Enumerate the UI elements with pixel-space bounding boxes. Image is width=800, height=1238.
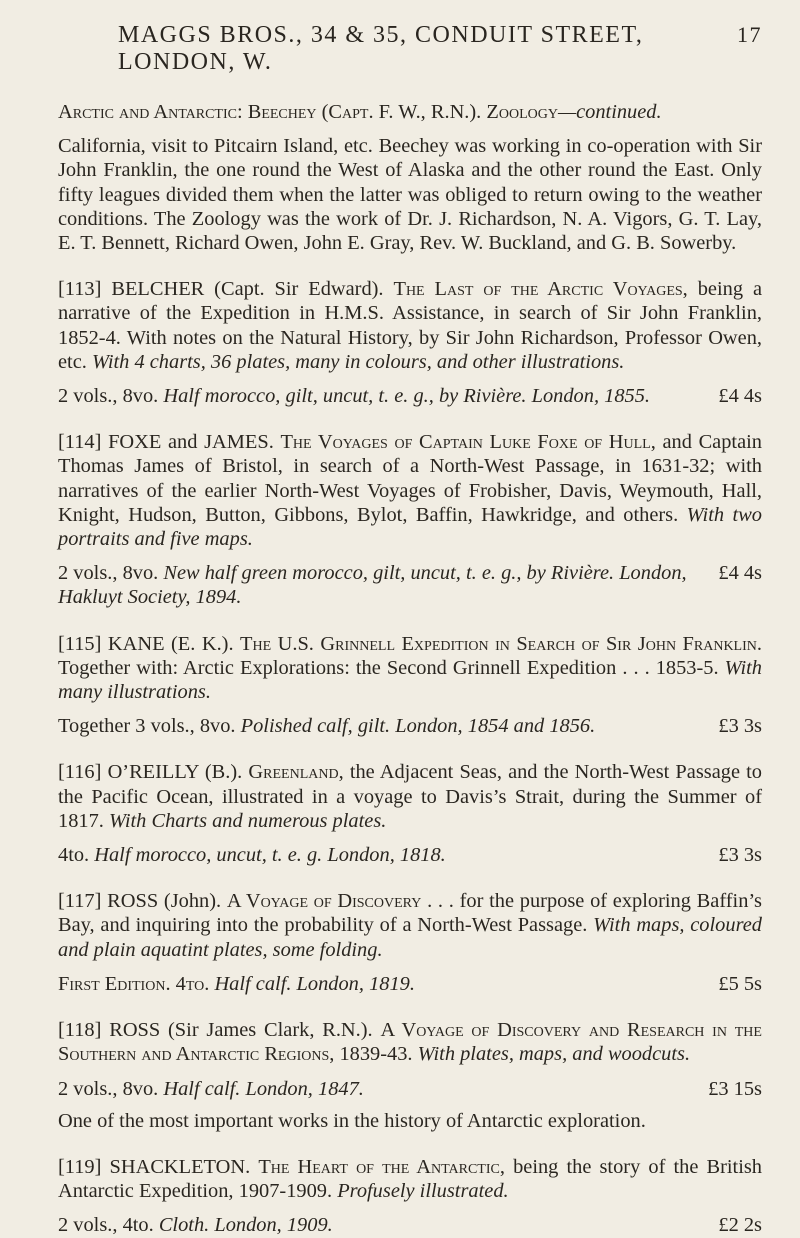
entry-illustrations: With two portraits and five maps. (58, 503, 762, 551)
entry-author: SHACKLETON. (109, 1155, 251, 1178)
entry-price: £4 4s (718, 385, 762, 408)
entry-number: [114] (58, 431, 102, 454)
entry-number: [117] (58, 890, 102, 913)
entry-description (58, 1155, 762, 1203)
entry-binding: Half calf. London, 1819. (209, 972, 415, 995)
section-heading-subject: Zoology (486, 101, 558, 123)
running-head-text: MAGGS BROS., 34 & 35, CONDUIT STREET, LONDON, W. (118, 22, 644, 75)
entry-illustrations: With maps, coloured and plain aquatint plates, some folding. (58, 914, 762, 961)
catalogue-entry (58, 430, 762, 609)
entry-format: 2 vols., 8vo. (58, 562, 159, 585)
catalogue-entry (58, 632, 762, 739)
catalogue-entry (58, 1018, 762, 1133)
entry-text: and Captain Thomas James of Bristol, in search of a North-West Passage, in 1631-32; with narratives of the earlier North-West Voyages of Frobisher, Davis, Weymouth, Hall, Knight, Hudson, Button, Gibbons, Bylot, Baffin, Hawkridge, and others. (58, 431, 762, 526)
entry-author: O’REILLY (B.). (107, 761, 243, 784)
entry-title: A Voyage of Discovery (226, 890, 422, 913)
entry-number: [119] (58, 1155, 102, 1178)
entry-details (58, 1077, 762, 1101)
entry-number: [115] (58, 632, 102, 655)
entry-text: being a narrative of the Expedition in H.M.S. Assistance, in search of Sir John Franklin, 1852-4. With notes on the Natural History, by Sir John Richardson, Professor Owen, etc. (58, 278, 762, 373)
entry-description (58, 1018, 762, 1066)
entry-text: being the story of the British Antarctic Expedition, 1907-1909. (58, 1155, 762, 1203)
page-number: 17 (737, 22, 762, 47)
entry-text: the Adjacent Seas, and the North-West Passage to the Pacific Ocean, illustrated in a voyage to Davis’s Strait, during the Summer of 1817. (58, 761, 762, 832)
section-heading-suffix: —continued. (557, 101, 662, 123)
entry-illustrations: With Charts and numerous plates. (103, 809, 387, 832)
entry-title: The Last of the Arctic Voyages, (393, 278, 688, 301)
entry-format: First Edition. 4to. (58, 972, 210, 995)
entry-binding: New half green morocco, gilt, uncut, t. e. g., by Rivière. London, Hakluyt Society, 1894. (58, 562, 687, 609)
entry-description (58, 760, 762, 833)
entry-price: £3 3s (718, 844, 762, 867)
entry-author: FOXE and JAMES. (108, 431, 274, 454)
entry-details (58, 972, 762, 996)
entry-details (58, 561, 762, 609)
entry-note: One of the most important works in the history of Antarctic exploration. (58, 1109, 646, 1132)
entry-number: [118] (58, 1019, 102, 1042)
entry-binding: Polished calf, gilt. London, 1854 and 1856. (235, 715, 596, 738)
entry-illustrations: With 4 charts, 36 plates, many in colours, and other illustrations. (86, 350, 625, 373)
entry-illustrations: Profusely illustrated. (332, 1180, 509, 1203)
entry-title: The Voyages of Captain Luke Foxe of Hull, (280, 431, 656, 454)
entry-title: The U.S. Grinnell Expedition in Search of Sir John Franklin. (240, 632, 762, 655)
entry-author: BELCHER (Capt. Sir Edward). (111, 278, 384, 301)
section-heading (58, 100, 762, 124)
entry-description (58, 632, 762, 705)
catalogue-entry (58, 1155, 762, 1238)
entry-title: Greenland, (248, 761, 344, 784)
running-head (58, 22, 762, 76)
catalogue-entry (58, 889, 762, 996)
entry-details (58, 384, 762, 408)
entry-author: ROSS (Sir James Clark, R.N.). (109, 1019, 373, 1042)
catalogue-entry (58, 760, 762, 867)
entry-format: 2 vols., 8vo. (58, 385, 159, 408)
entry-price: £4 4s (718, 562, 762, 585)
entry-text: 1839-43. (334, 1043, 413, 1066)
entry-price: £3 15s (708, 1077, 762, 1100)
entry-number: [116] (58, 761, 102, 784)
catalogue-entry (58, 277, 762, 408)
entry-format: 4to. (58, 844, 90, 867)
entry-title: The Heart of the Antarctic, (258, 1155, 505, 1178)
entry-binding: Half morocco, gilt, uncut, t. e. g., by Rivière. London, 1855. (158, 385, 651, 408)
entry-description (58, 889, 762, 962)
entry-price: £3 3s (718, 715, 762, 738)
entry-details (58, 1213, 762, 1237)
entry-format: 2 vols., 8vo. (58, 1077, 159, 1100)
section-paragraph: California, visit to Pitcairn Island, etc. Beechey was working in co-operation with Sir John Franklin, the one round the West of Alaska and the other round the East. Only fifty leagues divided them when the latter was obliged to return owing to the weather conditions. The Zoology was the work of Dr. J. Richardson, N. A. Vigors, G. T. Lay, E. T. Bennett, Richard Owen, John E. Gray, Rev. W. Buckland, and G. B. Sowerby. (58, 135, 762, 255)
entry-price: £5 5s (718, 972, 762, 995)
entry-details (58, 714, 762, 738)
entry-format: Together 3 vols., 8vo. (58, 715, 236, 738)
entry-description (58, 430, 762, 551)
entry-text: Together with: Arctic Explorations: the Second Grinnell Expedition . . . 1853-5. (58, 656, 719, 679)
section-heading-prefix: Arctic and Antarctic: Beechey (Capt. F. W., R.N.). (58, 101, 482, 123)
entry-binding: Half morocco, uncut, t. e. g. London, 1818. (89, 844, 446, 867)
entry-illustrations: With plates, maps, and woodcuts. (412, 1043, 691, 1066)
entry-text: . . . for the purpose of exploring Baffin’s Bay, and inquiring into the probability of a North-West Passage. (58, 890, 762, 937)
entry-author: ROSS (John). (107, 890, 222, 913)
entry-number: [113] (58, 278, 102, 301)
entry-price: £2 2s (718, 1214, 762, 1237)
entry-description (58, 277, 762, 374)
entry-author: KANE (E. K.). (107, 632, 234, 655)
entry-binding: Half calf. London, 1847. (158, 1077, 364, 1100)
entry-illustrations: With many illustrations. (58, 656, 762, 704)
entry-details (58, 843, 762, 867)
entry-title: A Voyage of Discovery and Research in the Southern and Antarctic Regions, (58, 1019, 762, 1066)
entry-binding: Cloth. London, 1909. (153, 1214, 333, 1237)
entry-format: 2 vols., 4to. (58, 1214, 154, 1237)
